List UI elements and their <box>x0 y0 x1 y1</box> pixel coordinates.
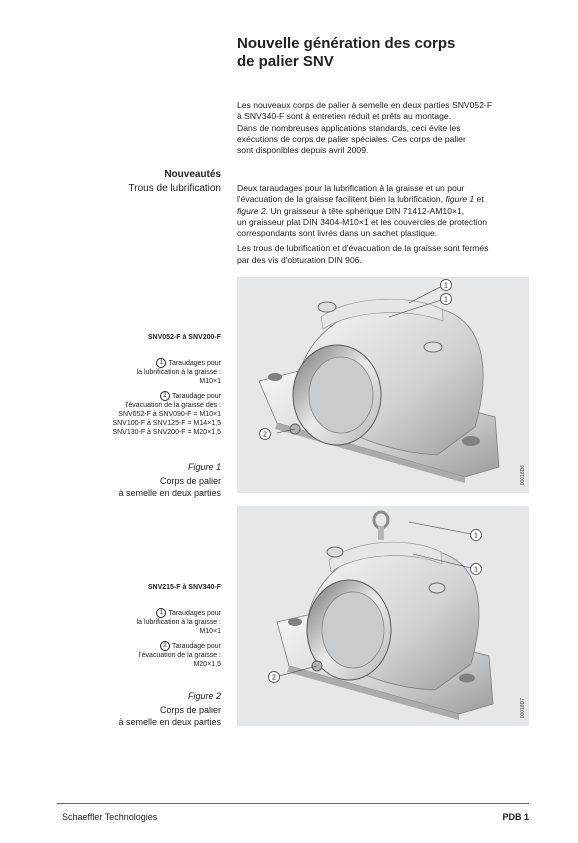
body-text-part: et <box>474 194 484 205</box>
legend-line: M10×1 <box>199 378 221 386</box>
figure2-image <box>237 506 529 726</box>
body-line: Les trous de lubrification et d'évacuation de la graisse sont fermés <box>237 243 489 254</box>
figure2-legend <box>60 583 221 669</box>
figure2-link[interactable]: figure 2 <box>237 205 266 216</box>
figure1-caption <box>80 461 221 499</box>
legend-text: Taraudage pour <box>171 642 221 650</box>
footer-divider <box>57 803 529 804</box>
caption-line: à semelle en deux parties <box>118 488 221 498</box>
figure1-legend <box>60 333 221 438</box>
legend-line: la lubrification à la graisse : <box>136 619 221 627</box>
side-heading-sub: Trous de lubrification <box>128 183 221 194</box>
figure1-link[interactable]: figure 1 <box>445 194 475 205</box>
body-line: correspondants sont livrés dans un sachet plastique. <box>237 228 438 239</box>
figure2-label: Figure 2 <box>187 691 221 701</box>
body-line <box>237 194 537 205</box>
intro-line: exécutions de corps de palier spéciales. Ces corps de palier <box>237 133 466 144</box>
footer-page-label: PDB 1 <box>502 812 529 822</box>
legend-line: SNV052-F à SNV090-F = M10×1 <box>118 410 221 418</box>
page-title <box>237 35 557 71</box>
callout-label: 1 <box>444 296 448 304</box>
bearing-housing-illustration-2 <box>237 506 529 726</box>
legend-text: Taraudages pour <box>168 610 221 618</box>
legend-line: M20×1,5 <box>193 660 221 668</box>
caption-line: Corps de palier <box>159 476 221 486</box>
callout-number-icon: 2 <box>160 391 170 401</box>
side-heading-bold: Nouveautés <box>164 169 221 180</box>
intro-line: sont disponibles depuis avril 2009. <box>237 145 369 156</box>
legend-line <box>60 641 221 651</box>
callout-label: 1 <box>474 566 478 574</box>
callout-label: 2 <box>272 674 276 682</box>
intro-line: Les nouveaux corps de palier à semelle en deux parties SNV052-F <box>237 100 493 110</box>
title-line-2: de palier SNV <box>237 53 334 70</box>
legend-line: M10×1 <box>199 628 221 636</box>
figure1-range: SNV052-F à SNV200-F <box>147 334 221 341</box>
callout-label: 1 <box>444 282 448 290</box>
intro-line: Dans de nombreuses applications standards, ceci évite les <box>237 122 461 133</box>
legend-line: l'évacuation de la graisse : <box>138 651 221 659</box>
legend-line: SNV130-F à SNV200-F = M20×1,5 <box>112 429 221 437</box>
legend-text: Taraudages pour <box>168 360 221 368</box>
intro-paragraph <box>237 100 537 156</box>
legend-line <box>60 358 221 368</box>
callout-number-icon: 1 <box>156 608 166 618</box>
callout-number-icon: 1 <box>156 358 166 368</box>
figure1-label: Figure 1 <box>187 462 221 472</box>
figure2-code: 00018D7 <box>520 697 526 718</box>
figure2-range: SNV215-F à SNV340-F <box>147 584 221 591</box>
figure1-code: 00018D6 <box>520 464 526 485</box>
body-text <box>237 183 537 266</box>
title-line-1: Nouvelle génération des corps <box>237 35 456 52</box>
body-line: Deux taraudages pour la lubrification à la graisse et un pour <box>237 183 465 193</box>
legend-line <box>60 391 221 401</box>
legend-line <box>60 608 221 618</box>
figure1-image <box>237 277 529 493</box>
caption-line: Corps de palier <box>159 705 221 715</box>
body-line: par des vis d'obturation DIN 906. <box>237 254 362 265</box>
callout-label: 2 <box>263 431 267 439</box>
figure2-caption <box>80 690 221 728</box>
side-heading <box>110 168 221 196</box>
body-text-part: . Un graisseur à tête sphérique DIN 71412-AM10×1, <box>265 205 465 216</box>
callout-number-icon: 2 <box>160 641 170 651</box>
body-line <box>237 206 537 217</box>
caption-line: à semelle en deux parties <box>118 717 221 727</box>
legend-line: l'évacuation de la graisse des : <box>125 401 221 409</box>
bearing-housing-illustration-1 <box>237 277 529 493</box>
legend-text: Taraudage pour <box>171 392 221 400</box>
callout-label: 1 <box>474 532 478 540</box>
legend-line: la lubrification à la graisse : <box>136 369 221 377</box>
legend-line: SNV100-F à SNV125-F = M14×1,5 <box>112 420 221 428</box>
body-text-part: l'évacuation de la graisse facilitent bien la lubrification, <box>237 194 446 205</box>
intro-line: à SNV340-F sont à entretien réduit et prêts au montage. <box>237 111 452 122</box>
footer-company: Schaeffler Technologies <box>62 812 158 822</box>
body-line: un graisseur plat DIN 3404-M10×1 et les couvercles de protection <box>237 216 488 227</box>
